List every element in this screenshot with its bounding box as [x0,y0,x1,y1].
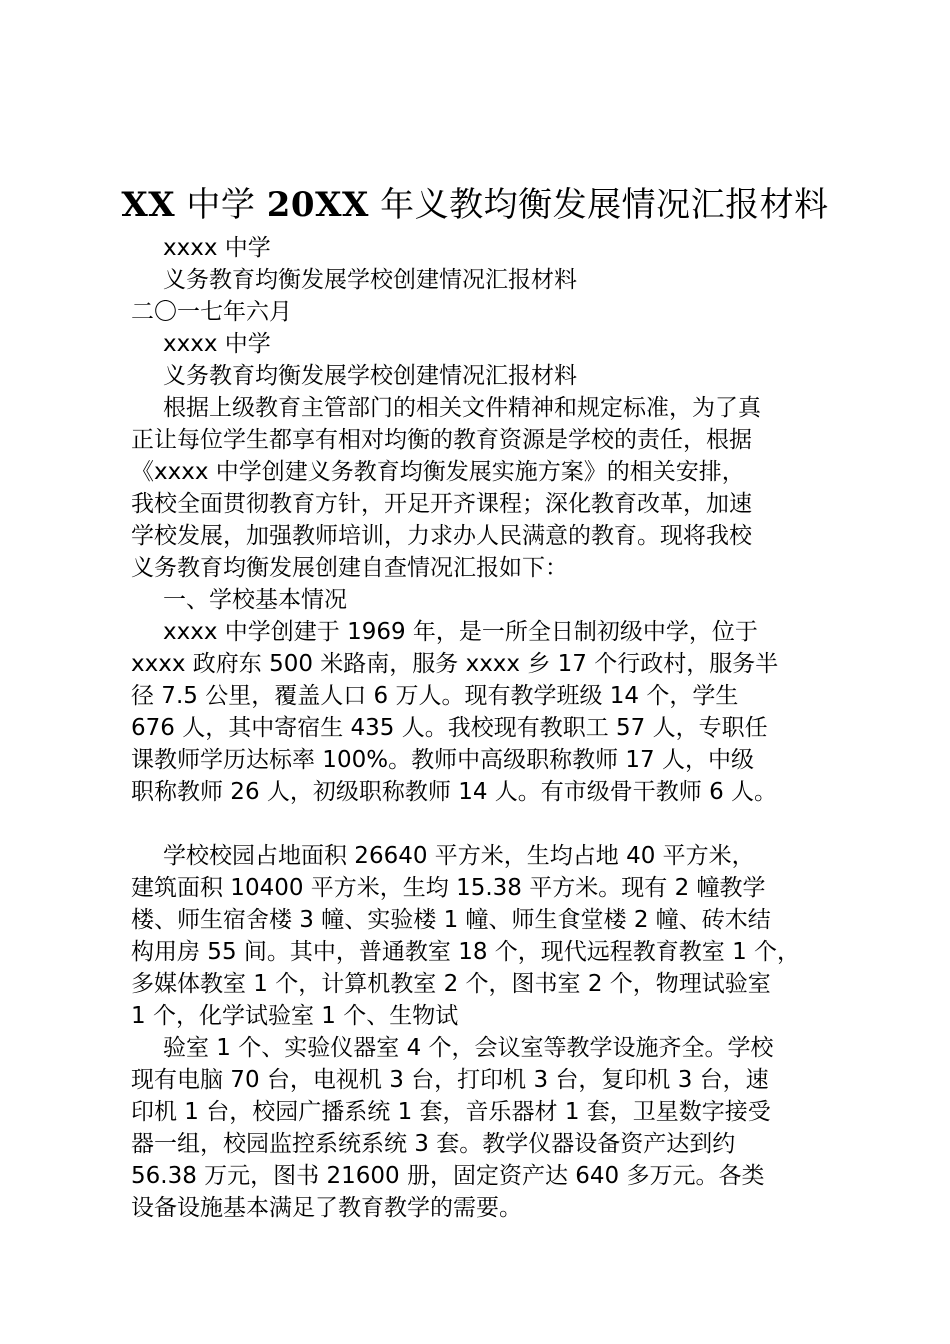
title-part: 年义教均衡发展情况汇报材料 [368,185,829,225]
school-name: xxxx 中学 [163,235,271,261]
title-part: 中学 [175,185,267,225]
paragraph-line: 56.38 万元，图书 21600 册，固定资产达 640 多万元。各类 [131,1163,765,1189]
paragraph-line: xxxx 中学创建于 1969 年，是一所全日制初级中学，位于 [163,619,758,645]
paragraph-line: 径 7.5 公里，覆盖人口 6 万人。现有教学班级 14 个，学生 [131,683,739,709]
paragraph-line: 多媒体教室 1 个，计算机教室 2 个，图书室 2 个，物理试验室 [131,971,771,997]
paragraph-line: xxxx 政府东 500 米路南，服务 xxxx 乡 17 个行政村，服务半 [131,651,779,677]
report-date: 二〇一七年六月 [131,299,292,325]
paragraph-line: 器一组，校园监控系统系统 3 套。教学仪器设备资产达到约 [131,1131,736,1157]
document-body [131,232,831,1224]
paragraph-line: 义务教育均衡发展创建自查情况汇报如下： [131,555,568,581]
school-name: xxxx 中学 [163,331,271,357]
title-part: XX [121,185,176,225]
paragraph-line: 《xxxx 中学创建义务教育均衡发展实施方案》的相关安排， [131,459,745,485]
paragraph-line: 楼、师生宿舍楼 3 幢、实验楼 1 幢、师生食堂楼 2 幢、砖木结 [131,907,771,933]
blank-line [131,808,831,840]
paragraph-line: 职称教师 26 人，初级职称教师 14 人。有市级骨干教师 6 人。 [131,779,778,805]
paragraph-line: 印机 1 台，校园广播系统 1 套，音乐器材 1 套，卫星数字接受 [131,1099,771,1125]
paragraph-line: 1 个，化学试验室 1 个、生物试 [131,1003,459,1029]
paragraph-line: 现有电脑 70 台，电视机 3 台，打印机 3 台，复印机 3 台，速 [131,1067,769,1093]
paragraph-line: 建筑面积 10400 平方米，生均 15.38 平方米。现有 2 幢教学 [131,875,766,901]
document-title [0,181,950,229]
paragraph-line: 正让每位学生都享有相对均衡的教育资源是学校的责任，根据 [131,427,752,453]
paragraph-line: 构用房 55 间。其中，普通教室 18 个，现代远程教育教室 1 个， [131,939,801,965]
paragraph-line: 课教师学历达标率 100%。教师中高级职称教师 17 人，中级 [131,747,754,773]
paragraph-line: 验室 1 个、实验仪器室 4 个，会议室等教学设施齐全。学校 [163,1035,774,1061]
paragraph-line: 设备设施基本满足了教育教学的需要。 [131,1195,522,1221]
report-subtitle: 义务教育均衡发展学校创建情况汇报材料 [163,267,577,293]
paragraph-line: 学校发展，加强教师培训，力求办人民满意的教育。现将我校 [131,523,752,549]
paragraph-line: 我校全面贯彻教育方针，开足开齐课程；深化教育改革，加速 [131,491,752,517]
paragraph-line: 根据上级教育主管部门的相关文件精神和规定标准，为了真 [163,395,761,421]
title-part: 20XX [266,185,369,225]
paragraph-line: 学校校园占地面积 26640 平方米，生均占地 40 平方米， [163,843,755,869]
section-heading: 一、学校基本情况 [163,587,347,613]
report-subtitle: 义务教育均衡发展学校创建情况汇报材料 [163,363,577,389]
paragraph-line: 676 人，其中寄宿生 435 人。我校现有教职工 57 人，专职任 [131,715,768,741]
